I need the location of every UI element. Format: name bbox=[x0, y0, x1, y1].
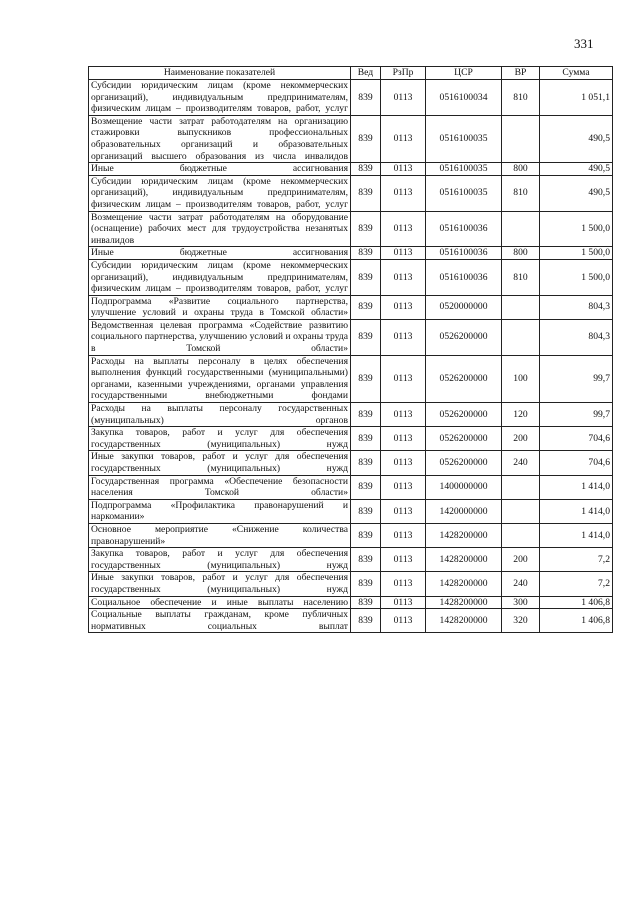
cell-rzpr: 0113 bbox=[381, 523, 426, 547]
cell-sum: 490,5 bbox=[540, 115, 613, 162]
table-row bbox=[89, 115, 613, 162]
cell-csr: 0516100035 bbox=[426, 175, 502, 211]
cell-ved: 839 bbox=[351, 475, 381, 499]
cell-vr bbox=[502, 295, 540, 319]
cell-name: Закупка товаров, работ и услуг для обеспечения государственных (муниципальных) нужд bbox=[89, 548, 351, 572]
cell-name: Основное мероприятие «Снижение количества правонарушений» bbox=[89, 523, 351, 547]
cell-csr: 0526200000 bbox=[426, 427, 502, 451]
cell-sum: 1 414,0 bbox=[540, 499, 613, 523]
cell-rzpr: 0113 bbox=[381, 499, 426, 523]
cell-ved: 839 bbox=[351, 548, 381, 572]
cell-name: Субсидии юридическим лицам (кроме некоммерческих организаций), индивидуальным предпринимателям, физическим лицам – производителям товаров, работ, услуг bbox=[89, 259, 351, 295]
cell-ved: 839 bbox=[351, 523, 381, 547]
cell-csr: 0526200000 bbox=[426, 319, 502, 355]
cell-name: Иные закупки товаров, работ и услуг для обеспечения государственных (муниципальных) нужд bbox=[89, 451, 351, 475]
cell-vr: 120 bbox=[502, 403, 540, 427]
cell-csr: 0516100036 bbox=[426, 211, 502, 247]
cell-ved: 839 bbox=[351, 175, 381, 211]
cell-name: Социальное обеспечение и иные выплаты населению bbox=[89, 596, 351, 609]
cell-rzpr: 0113 bbox=[381, 475, 426, 499]
cell-vr bbox=[502, 319, 540, 355]
cell-name: Расходы на выплаты персоналу в целях обеспечения выполнения функций государственными (муниципальными) органами, казенными учреждениями, органами управления государственными внебюджетными фондами bbox=[89, 355, 351, 402]
cell-ved: 839 bbox=[351, 247, 381, 260]
cell-vr bbox=[502, 211, 540, 247]
table-row bbox=[89, 403, 613, 427]
cell-rzpr: 0113 bbox=[381, 427, 426, 451]
cell-csr: 0516100034 bbox=[426, 80, 502, 116]
cell-rzpr: 0113 bbox=[381, 80, 426, 116]
cell-vr: 800 bbox=[502, 163, 540, 176]
cell-sum: 1 051,1 bbox=[540, 80, 613, 116]
cell-ved: 839 bbox=[351, 295, 381, 319]
cell-name: Ведомственная целевая программа «Содействие развитию социального партнерства, улучшению условий и охраны труда в Томской области» bbox=[89, 319, 351, 355]
cell-sum: 99,7 bbox=[540, 355, 613, 402]
cell-sum: 1 500,0 bbox=[540, 259, 613, 295]
cell-csr: 1428200000 bbox=[426, 596, 502, 609]
cell-name: Субсидии юридическим лицам (кроме некоммерческих организаций), индивидуальным предпринимателям, физическим лицам – производителям товаров, работ, услуг bbox=[89, 175, 351, 211]
cell-ved: 839 bbox=[351, 259, 381, 295]
cell-rzpr: 0113 bbox=[381, 609, 426, 633]
cell-ved: 839 bbox=[351, 211, 381, 247]
cell-name: Иные бюджетные ассигнования bbox=[89, 163, 351, 176]
cell-ved: 839 bbox=[351, 572, 381, 596]
table-row bbox=[89, 548, 613, 572]
cell-name: Иные бюджетные ассигнования bbox=[89, 247, 351, 260]
cell-name: Социальные выплаты гражданам, кроме публичных нормативных социальных выплат bbox=[89, 609, 351, 633]
cell-sum: 804,3 bbox=[540, 295, 613, 319]
table-row bbox=[89, 175, 613, 211]
cell-csr: 1420000000 bbox=[426, 499, 502, 523]
cell-sum: 490,5 bbox=[540, 163, 613, 176]
cell-vr: 100 bbox=[502, 355, 540, 402]
cell-csr: 1428200000 bbox=[426, 609, 502, 633]
cell-ved: 839 bbox=[351, 115, 381, 162]
header-ved: Вед bbox=[351, 67, 381, 80]
cell-ved: 839 bbox=[351, 427, 381, 451]
cell-csr: 0520000000 bbox=[426, 295, 502, 319]
cell-rzpr: 0113 bbox=[381, 211, 426, 247]
header-csr: ЦСР bbox=[426, 67, 502, 80]
cell-vr: 810 bbox=[502, 175, 540, 211]
cell-vr: 800 bbox=[502, 247, 540, 260]
header-sum: Сумма bbox=[540, 67, 613, 80]
table-row bbox=[89, 451, 613, 475]
cell-vr bbox=[502, 523, 540, 547]
table-header-row bbox=[89, 67, 613, 80]
cell-ved: 839 bbox=[351, 499, 381, 523]
cell-sum: 704,6 bbox=[540, 451, 613, 475]
cell-name: Субсидии юридическим лицам (кроме некоммерческих организаций), индивидуальным предпринимателям, физическим лицам – производителям товаров, работ, услуг bbox=[89, 80, 351, 116]
cell-vr: 810 bbox=[502, 259, 540, 295]
cell-rzpr: 0113 bbox=[381, 175, 426, 211]
cell-ved: 839 bbox=[351, 451, 381, 475]
cell-sum: 704,6 bbox=[540, 427, 613, 451]
cell-sum: 7,2 bbox=[540, 572, 613, 596]
header-rzpr: РзПр bbox=[381, 67, 426, 80]
cell-csr: 0526200000 bbox=[426, 355, 502, 402]
cell-rzpr: 0113 bbox=[381, 548, 426, 572]
cell-rzpr: 0113 bbox=[381, 163, 426, 176]
cell-vr bbox=[502, 115, 540, 162]
cell-vr: 300 bbox=[502, 596, 540, 609]
cell-csr: 0516100036 bbox=[426, 247, 502, 260]
cell-sum: 1 500,0 bbox=[540, 247, 613, 260]
cell-sum: 1 406,8 bbox=[540, 596, 613, 609]
cell-name: Возмещение части затрат работодателям на оборудование (оснащение) рабочих мест для трудоустройства незанятых инвалидов bbox=[89, 211, 351, 247]
cell-name: Закупка товаров, работ и услуг для обеспечения государственных (муниципальных) нужд bbox=[89, 427, 351, 451]
cell-csr: 0526200000 bbox=[426, 451, 502, 475]
cell-name: Подпрограмма «Профилактика правонарушений и наркомании» bbox=[89, 499, 351, 523]
cell-sum: 1 406,8 bbox=[540, 609, 613, 633]
cell-vr: 240 bbox=[502, 451, 540, 475]
cell-name: Подпрограмма «Развитие социального партнерства, улучшение условий и охраны труда в Томской области» bbox=[89, 295, 351, 319]
cell-rzpr: 0113 bbox=[381, 259, 426, 295]
cell-csr: 1428200000 bbox=[426, 572, 502, 596]
table-row bbox=[89, 80, 613, 116]
cell-rzpr: 0113 bbox=[381, 451, 426, 475]
table-row bbox=[89, 163, 613, 176]
table-row bbox=[89, 499, 613, 523]
cell-csr: 0516100035 bbox=[426, 115, 502, 162]
cell-vr bbox=[502, 499, 540, 523]
cell-name: Иные закупки товаров, работ и услуг для обеспечения государственных (муниципальных) нужд bbox=[89, 572, 351, 596]
cell-name: Государственная программа «Обеспечение безопасности населения Томской области» bbox=[89, 475, 351, 499]
table-row bbox=[89, 475, 613, 499]
cell-sum: 490,5 bbox=[540, 175, 613, 211]
cell-vr bbox=[502, 475, 540, 499]
cell-csr: 1428200000 bbox=[426, 523, 502, 547]
table-row bbox=[89, 259, 613, 295]
cell-vr: 200 bbox=[502, 548, 540, 572]
cell-vr: 200 bbox=[502, 427, 540, 451]
header-name: Наименование показателей bbox=[89, 67, 351, 80]
header-vr: ВР bbox=[502, 67, 540, 80]
cell-vr: 320 bbox=[502, 609, 540, 633]
cell-csr: 0526200000 bbox=[426, 403, 502, 427]
cell-name: Возмещение части затрат работодателям на организацию стажировки выпускников профессиональных образовательных организаций и образовательных организаций высшего образования из числа инвалидов bbox=[89, 115, 351, 162]
table-row bbox=[89, 572, 613, 596]
cell-sum: 99,7 bbox=[540, 403, 613, 427]
cell-sum: 1 500,0 bbox=[540, 211, 613, 247]
cell-rzpr: 0113 bbox=[381, 355, 426, 402]
cell-ved: 839 bbox=[351, 163, 381, 176]
budget-table bbox=[88, 66, 613, 633]
cell-rzpr: 0113 bbox=[381, 403, 426, 427]
table-row bbox=[89, 295, 613, 319]
cell-csr: 1428200000 bbox=[426, 548, 502, 572]
cell-rzpr: 0113 bbox=[381, 319, 426, 355]
table-row bbox=[89, 596, 613, 609]
table-row bbox=[89, 211, 613, 247]
table-row bbox=[89, 247, 613, 260]
cell-csr: 0516100036 bbox=[426, 259, 502, 295]
cell-ved: 839 bbox=[351, 596, 381, 609]
page-number: 331 bbox=[574, 36, 594, 51]
cell-rzpr: 0113 bbox=[381, 596, 426, 609]
cell-ved: 839 bbox=[351, 609, 381, 633]
cell-vr: 810 bbox=[502, 80, 540, 116]
cell-ved: 839 bbox=[351, 80, 381, 116]
cell-sum: 1 414,0 bbox=[540, 523, 613, 547]
cell-ved: 839 bbox=[351, 403, 381, 427]
table-row bbox=[89, 523, 613, 547]
cell-sum: 804,3 bbox=[540, 319, 613, 355]
cell-rzpr: 0113 bbox=[381, 247, 426, 260]
cell-vr: 240 bbox=[502, 572, 540, 596]
table-row bbox=[89, 427, 613, 451]
cell-sum: 1 414,0 bbox=[540, 475, 613, 499]
cell-csr: 0516100035 bbox=[426, 163, 502, 176]
table-row bbox=[89, 609, 613, 633]
cell-ved: 839 bbox=[351, 355, 381, 402]
cell-rzpr: 0113 bbox=[381, 572, 426, 596]
cell-sum: 7,2 bbox=[540, 548, 613, 572]
cell-ved: 839 bbox=[351, 319, 381, 355]
table-row bbox=[89, 319, 613, 355]
table-row bbox=[89, 355, 613, 402]
cell-rzpr: 0113 bbox=[381, 115, 426, 162]
table-body bbox=[89, 80, 613, 633]
cell-csr: 1400000000 bbox=[426, 475, 502, 499]
cell-name: Расходы на выплаты персоналу государственных (муниципальных) органов bbox=[89, 403, 351, 427]
cell-rzpr: 0113 bbox=[381, 295, 426, 319]
